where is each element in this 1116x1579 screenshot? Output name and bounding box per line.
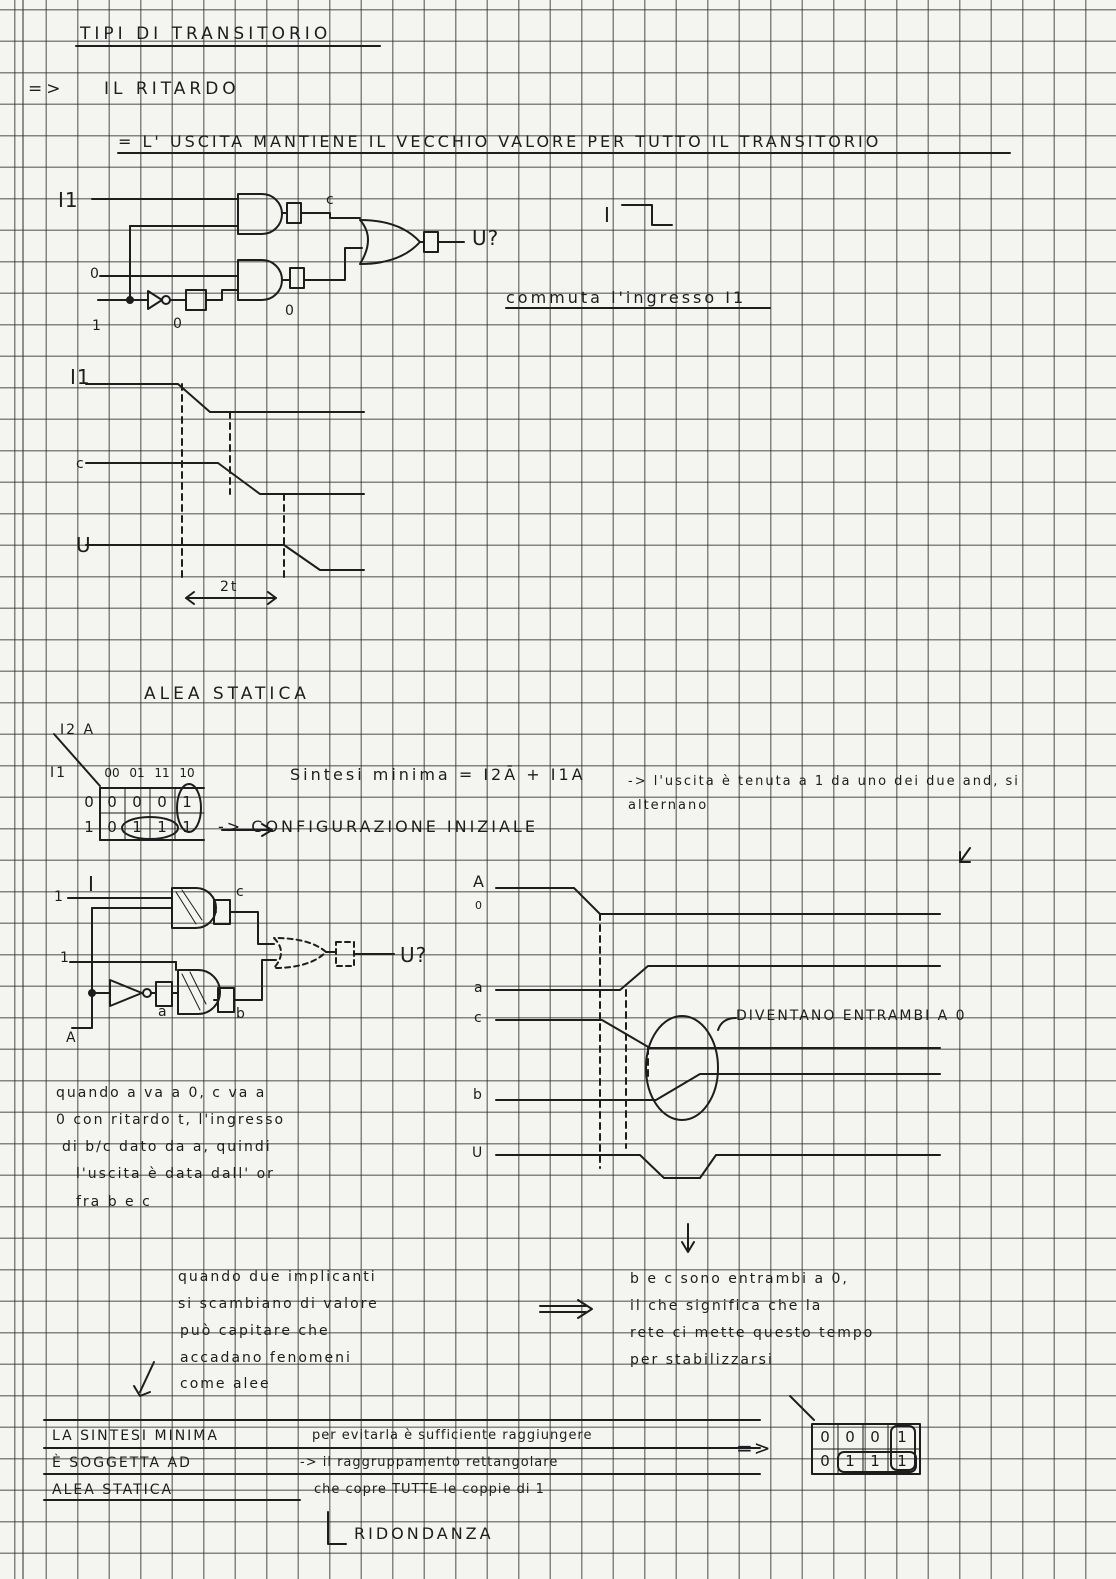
circuit1-node-b: 0 — [285, 303, 296, 319]
circuit1-input-zero: 0 — [90, 266, 101, 282]
kmap-cell: 1 — [132, 818, 142, 836]
kmap-cell: 0 — [132, 793, 142, 811]
kmap-cell: 1 — [182, 818, 192, 836]
redundancy-arrow — [328, 1512, 346, 1544]
explain-line: fra b e c — [76, 1194, 152, 1210]
kmap2-cell: 1 — [845, 1452, 855, 1470]
kmap2-cell: 0 — [820, 1428, 830, 1446]
kmap-col-header: 10 — [179, 766, 195, 780]
uscita-arrow — [960, 848, 970, 862]
down-arrow-right — [682, 1224, 694, 1252]
wave1-label-u: U — [76, 533, 92, 557]
kmap2-cell: 0 — [820, 1452, 830, 1470]
circuit2-diagram — [68, 888, 394, 1028]
section1-heading: IL RITARDO — [104, 79, 240, 99]
kmap-cell: 1 — [182, 793, 192, 811]
redundancy-label: RIDONDANZA — [354, 1524, 494, 1543]
kmap-cell: 0 — [107, 818, 117, 836]
section1-arrow: => — [28, 79, 65, 99]
implies-arrow — [540, 1300, 592, 1318]
conclusion-mid-2: -> il raggruppamento rettangolare — [300, 1455, 559, 1470]
waveforms2 — [496, 888, 940, 1178]
explain-line: l'uscita è data dall' or — [76, 1166, 275, 1182]
circuit1-node-c: c — [326, 192, 336, 208]
both-zero-note: DIVENTANO ENTRAMBI A 0 — [736, 1008, 967, 1024]
conclusion-mid-1: per evitarla è sufficiente raggiungere — [312, 1428, 593, 1443]
down-arrow-left — [134, 1362, 154, 1396]
kmap2-cell: 0 — [870, 1428, 880, 1446]
conclusion-left-2: È SOGGETTA AD — [52, 1455, 192, 1471]
circuit2-node-b: b — [236, 1006, 247, 1022]
circuit1-node-a: 0 — [173, 316, 184, 332]
wave2-label-c: c — [474, 1010, 484, 1026]
kmap-col-vars: I2 A — [60, 722, 96, 738]
bc-line: per stabilizzarsi — [630, 1352, 774, 1368]
wave2-label-a-low: a — [474, 980, 485, 996]
wave2-label-b: b — [473, 1087, 484, 1103]
circuit1-output-u: U? — [472, 226, 500, 250]
circuit2-input-a: A — [66, 1030, 78, 1046]
delay-definition: = L' USCITA MANTIENE IL VECCHIO VALORE PER TUTTO IL TRANSITORIO — [118, 132, 882, 151]
kmap2-cell: 1 — [897, 1452, 907, 1470]
wave2-label-zero: 0 — [475, 899, 484, 912]
commuta-note: commuta l'ingresso I1 — [506, 288, 747, 307]
page-title: TIPI DI TRANSITORIO — [80, 24, 332, 44]
bc-line: rete ci mette questo tempo — [630, 1325, 875, 1341]
conclusion-left-1: LA SINTESI MINIMA — [52, 1428, 219, 1444]
circuit2-input-one-a: 1 — [54, 889, 65, 905]
implicants-line: come alee — [180, 1376, 271, 1392]
wave2-label-u: U — [472, 1145, 485, 1161]
kmap-cell: 1 — [157, 818, 167, 836]
side-label-i: I — [604, 203, 611, 227]
kmap2-grid — [812, 1424, 920, 1474]
bc-line: b e c sono entrambi a 0, — [630, 1271, 849, 1287]
circuit2-input-i: I — [88, 872, 95, 896]
circuit1-input-i1: I1 — [58, 188, 79, 212]
config-arrow — [222, 824, 272, 836]
kmap-col-header: 01 — [129, 766, 145, 780]
section2-heading: ALEA STATICA — [144, 684, 310, 704]
wave1-label-c: c — [76, 456, 86, 472]
conclusion-left-3: ALEA STATICA — [52, 1482, 174, 1498]
sintesi-minima: Sintesi minima = I2Ā + I1A — [290, 765, 586, 784]
circuit2-node-a: a — [158, 1004, 169, 1020]
kmap-row-header: 1 — [84, 818, 94, 836]
kmap2-pointer — [790, 1396, 814, 1420]
circuit1-input-one: 1 — [92, 318, 103, 334]
wave1-label-i1: I1 — [70, 365, 91, 389]
kmap-row-header: 0 — [84, 793, 94, 811]
circuit1-diagram — [92, 194, 672, 310]
circuit2-node-c: c — [236, 884, 246, 900]
kmap2-cell: 1 — [897, 1428, 907, 1446]
kmap2-cell: 1 — [870, 1452, 880, 1470]
kmap-grid — [54, 734, 204, 840]
conclusion-box — [44, 1420, 760, 1500]
explain-line: di b/c dato da a, quindi — [62, 1139, 272, 1155]
implicants-line: accadano fenomeni — [180, 1350, 352, 1366]
kmap-col-header: 11 — [154, 766, 170, 780]
bc-line: il che significa che la — [630, 1298, 823, 1314]
circuit2-input-one-b: 1 — [60, 950, 71, 966]
kmap-col-header: 00 — [104, 766, 120, 780]
conclusion-mid-3: che copre TUTTE le coppie di 1 — [314, 1482, 545, 1497]
delay-label-2t: 2t — [220, 579, 239, 595]
wave2-label-a: A — [473, 872, 485, 891]
circuit2-output-u: U? — [400, 943, 428, 967]
conclusion-arrow: => — [736, 1436, 772, 1460]
uscita-note: -> l'uscita è tenuta a 1 da uno dei due and, si alternano — [628, 774, 1020, 813]
kmap-row-var: I1 — [50, 765, 68, 781]
kmap-cell: 0 — [107, 793, 117, 811]
waveforms1 — [86, 384, 364, 604]
kmap-cell: 0 — [157, 793, 167, 811]
implicants-line: si scambiano di valore — [178, 1296, 379, 1312]
implicants-line: può capitare che — [180, 1323, 330, 1339]
config-iniziale: -> CONFIGURAZIONE INIZIALE — [218, 817, 538, 836]
explain-line: quando a va a 0, c va a — [56, 1085, 267, 1101]
kmap2-cell: 0 — [845, 1428, 855, 1446]
implicants-line: quando due implicanti — [178, 1269, 377, 1285]
explain-line: 0 con ritardo t, l'ingresso — [56, 1112, 286, 1128]
